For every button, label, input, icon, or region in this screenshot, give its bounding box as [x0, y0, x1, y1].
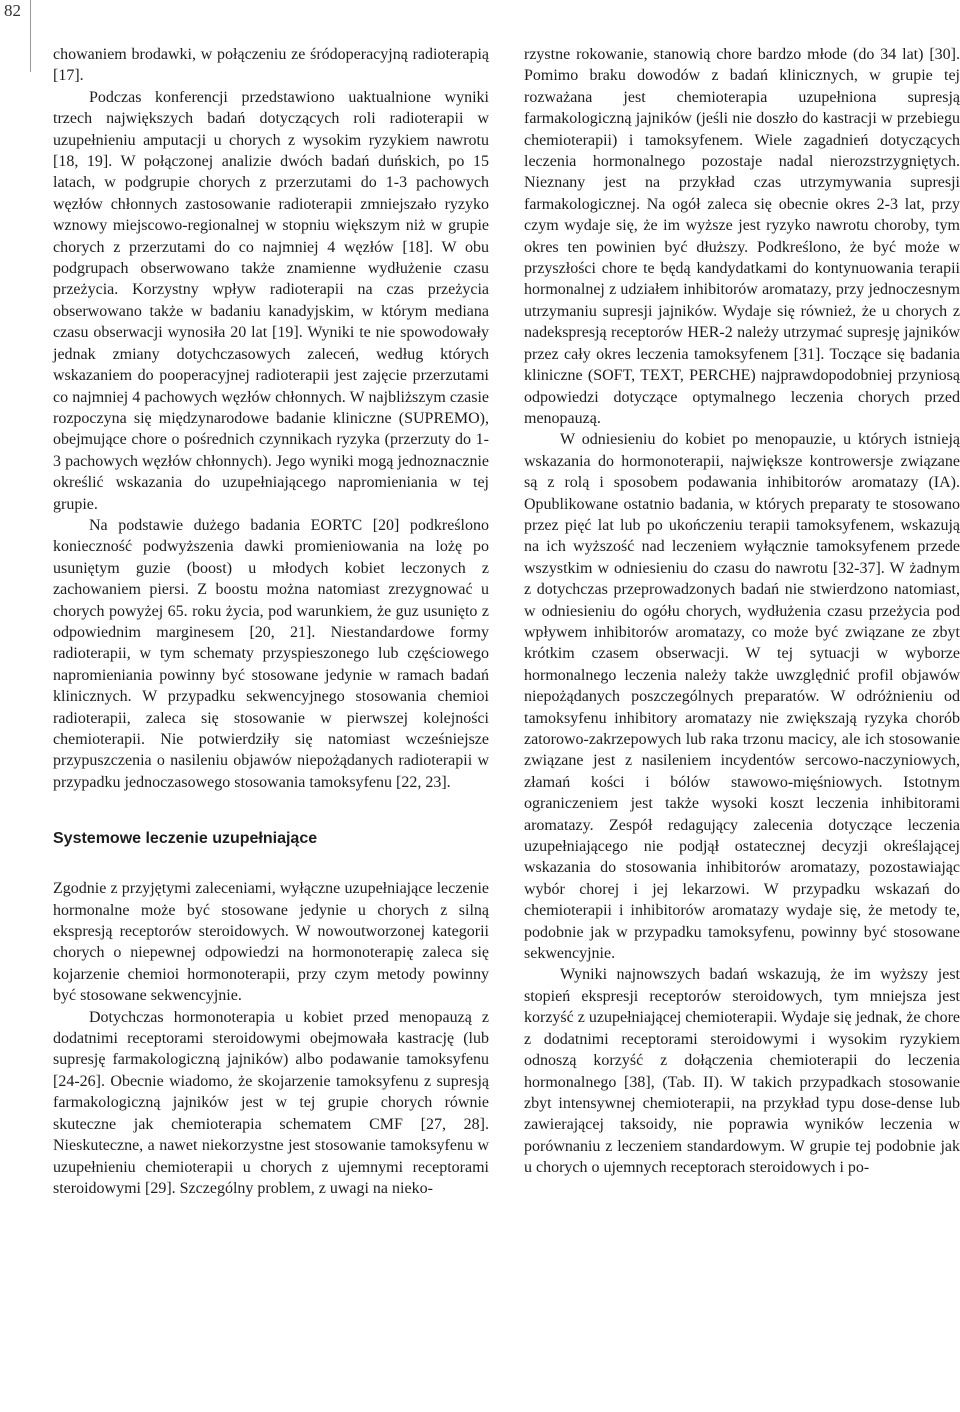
section-heading: Systemowe leczenie uzupełniające: [53, 830, 318, 848]
paragraph: chowaniem brodawki, w połączeniu ze śródoperacyjną radioterapią [17].: [53, 46, 489, 85]
paragraph: Dotychczas hormonoterapia u kobiet przed menopauzą z dodatnimi receptorami steroidowymi obejmowała kastrację (lub supresję farmakologiczną jajników) albo podawanie tamoksyfenu [24-26]. Obecnie wiadomo, że skojarzenie tamoksyfenu z supresją farmakologiczną jajników jest w tej grupie chorych równie skuteczne jak chemioterapia schematem CMF [27, 28]. Nieskuteczne, a nawet niekorzystne jest stosowanie tamoksyfenu w uzupełnieniu chemioterapii u chorych z ujemnymi receptorami steroidowymi [29]. Szczególny problem, z uwagi na nieko-: [53, 1008, 489, 1197]
paragraph: Podczas konferencji przedstawiono uaktualnione wyniki trzech największych badań dotyczących roli radioterapii w uzupełnieniu amputacji u chorych z wysokim ryzykiem nawrotu [18, 19]. W połączonej analizie dwóch badań duńskich, po 15 latach, w podgrupie chorych z przerzutami do 1-3 pachowych węzłów chłonnych zastosowanie radioterapii zmniejszało ryzyko wznowy miejscowo-regionalnej w stopniu większym niż w grupie chorych z przerzutami do co najmniej 4 węzłów [18]. W obu podgrupach obserwowano także znamienne wydłużenie czasu przeżycia. Korzystny wpływ radioterapii na czas przeżycia obserwowano także w badaniu kanadyjskim, w którym mediana czasu obserwacji wynosiła 20 lat [19]. Wyniki te nie spowodowały jednak zmiany dotychczasowych zaleceń, według których wskazaniem do pooperacyjnej radioterapii jest zajęcie przerzutami co najmniej 4 pachowych węzłów chłonnych. W najbliższym czasie rozpoczyna się międzynarodowe badanie kliniczne (SUPREMO), obejmujące chore o pośrednich czynnikach ryzyka (przerzuty do 1-3 pachowych węzłów chłonnych). Jego wyniki mogą jednoznacznie określić wskazania do uzupełniającego napromieniania w tej grupie.: [53, 88, 489, 513]
paragraph: Zgodnie z przyjętymi zaleceniami, wyłączne uzupełniające leczenie hormonalne może być stosowane jedynie u chorych z silną ekspresją receptorów steroidowych. W nowoutworzonej kategorii chorych o niepewnej odpowiedzi na hormonoterapię zaleca się kojarzenie chemioi hormonoterapii, przy czym metody powinny być stosowane sekwencyjnie.: [53, 880, 489, 1005]
left-column: [53, 44, 489, 1199]
paragraph: W odniesieniu do kobiet po menopauzie, u których istnieją wskazania do hormonoterapii, największe kontrowersje związane są z rolą i sposobem podawania inhibitorów aromatazy (IA). Opublikowane ostatnio badania, w których preparaty te stosowano przez pięć lat lub po ukończeniu terapii tamoksyfenem, wskazują na ich wyższość nad leczeniem wyłącznie tamoksyfenem przede wszystkim w odniesieniu do czasu do nawrotu [32-37]. W żadnym z dotychczas przeprowadzonych badań nie stwierdzono natomiast, w odniesieniu do ogółu chorych, wydłużenia czasu przeżycia pod wpływem inhibitorów aromatazy, co może być związane ze zbyt krótkim czasem obserwacji. W tej sytuacji w wyborze hormonalnego leczenia należy także uwzględnić profil objawów niepożądanych poszczególnych preparatów. W odróżnieniu od tamoksyfenu inhibitory aromatazy nie zwiększają ryzyka chorób zatorowo-zakrzepowych lub raka trzonu macicy, ale ich stosowanie związane jest z nasileniem incydentów sercowo-naczyniowych, złamań kości i bólów stawowo-mięśniowych. Istotnym ograniczeniem jest także wysoki koszt leczenia inhibitorami aromatazy. Zespół redagujący zalecenia dotyczące leczenia uzupełniającego nie podjął ostatecznej decyzji określającej wskazania do stosowania inhibitorów aromatazy, pozostawiając wybór chorej i jej lekarzowi. W przypadku wskazań do chemioterapii i inhibitorów aromatazy wydaje się, że metody te, podobnie jak w przypadku tamoksyfenu, powinny być stosowane sekwencyjnie.: [524, 431, 960, 963]
paragraph: rzystne rokowanie, stanowią chore bardzo młode (do 34 lat) [30]. Pomimo braku dowodów z badań klinicznych, w grupie tej rozważana jest chemioterapia uzupełniona supresją farmakologiczną jajników (jeśli nie doszło do kastracji w przebiegu chemioterapii) i tamoksyfenem. Wiele zagadnień dotyczących leczenia hormonalnego pozostaje nadal nierozstrzygniętych. Nieznany jest na przykład czas utrzymywania supresji farmakologicznej. Na ogół zaleca się obecnie okres 2-3 lat, przy czym wydaje się, że im wyższe jest ryzyko nawrotu choroby, tym okres ten powinien być dłuższy. Podkreślono, że być może w przyszłości chore te będą kandydatkami do kontynuowania terapii hormonalnej z udziałem inhibitorów aromatazy, przy jednoczesnym utrzymaniu supresji jajników. Wydaje się również, że u chorych z nadekspresją receptorów HER-2 należy utrzymać supresję jajników przez cały okres leczenia tamoksyfenem [31]. Toczące się badania kliniczne (SOFT, TEXT, PERCHE) najprawdopodobniej przyniosą odpowiedzi dotyczące optymalnego leczenia chorych przed menopauzą.: [524, 46, 960, 427]
margin-rule: [30, 0, 31, 72]
page-number: 82: [4, 1, 21, 20]
right-column: [524, 44, 960, 1179]
paragraph: Wyniki najnowszych badań wskazują, że im wyższy jest stopień ekspresji receptorów steroidowych, tym mniejsza jest korzyść z uzupełniającej chemioterapii. Wydaje się jednak, że chore z dodatnimi receptorami steroidowymi i wysokim ryzykiem odnoszą korzyść z dołączenia chemioterapii do leczenia hormonalnego [38], (Tab. II). W takich przypadkach stosowanie zbyt intensywnej chemioterapii, na przykład typu dose-dense lub zawierającej taksoidy, nie poprawia wyników leczenia w porównaniu z leczeniem standardowym. W grupie tej podobnie jak u chorych o ujemnych receptorach steroidowych i po-: [524, 966, 960, 1177]
paragraph: Na podstawie dużego badania EORTC [20] podkreślono konieczność podwyższenia dawki promieniowania na lożę po usuniętym guzie (boost) u młodych kobiet leczonych z zachowaniem piersi. Z boostu można natomiast zrezygnować u chorych powyżej 65. roku życia, pod warunkiem, że guz usunięto z odpowiednim marginesem [20, 21]. Niestandardowe formy radioterapii, w tym schematy przyspieszonego lub częściowego napromieniania powinny być stosowane jedynie w ramach badań klinicznych. W przypadku sekwencyjnego stosowania chemioi radioterapii, zaleca się stosowanie w pierwszej kolejności chemioterapii. Nie potwierdziły się natomiast wcześniejsze przypuszczenia o nasileniu objawów niepożądanych radioterapii w przypadku jednoczasowego stosowania tamoksyfenu [22, 23].: [53, 516, 489, 791]
